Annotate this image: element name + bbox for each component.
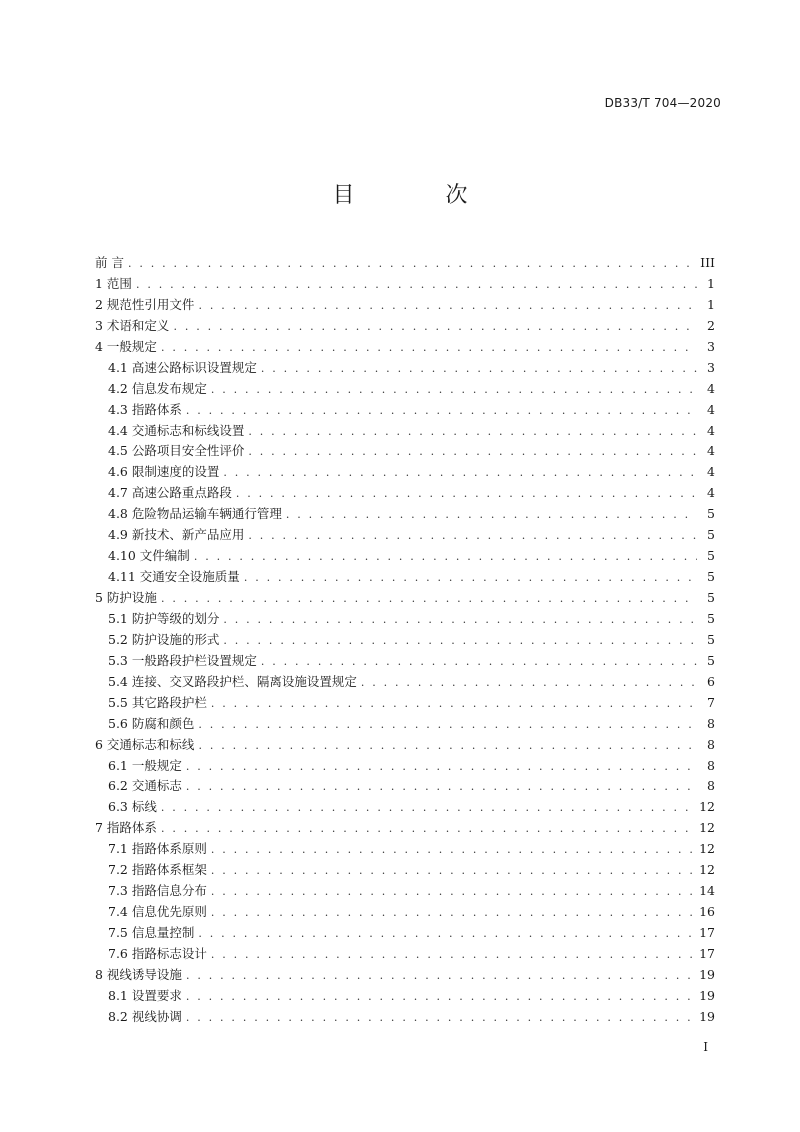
toc-entry-title: 7.3 指路信息分布 [108, 883, 207, 899]
toc-entry-title: 5.3 一般路段护栏设置规定 [108, 652, 257, 668]
toc-entry-page: 19 [699, 987, 715, 1003]
toc-entry-page: 4 [707, 422, 715, 438]
toc-entry-title: 8.2 视线协调 [108, 1008, 182, 1024]
toc-entry-title: 4.5 公路项目安全性评价 [108, 443, 245, 459]
toc-entry-page: 4 [707, 380, 715, 396]
toc-entry-page: 3 [707, 338, 715, 354]
toc-entry[interactable] [95, 776, 715, 797]
toc-entry[interactable] [95, 274, 715, 295]
toc-entry-page: 5 [707, 548, 715, 564]
toc-entry-title: 7.6 指路标志设计 [108, 945, 207, 961]
toc-entry-title: 7 指路体系 [95, 820, 157, 836]
toc-entry-page: 16 [699, 904, 715, 920]
toc-entry-title: 5 防护设施 [95, 590, 157, 605]
toc-dot-leader [186, 966, 695, 986]
toc-entry-title: 4.3 指路体系 [108, 401, 182, 417]
toc-dot-leader [161, 798, 695, 818]
toc-entry-page: 12 [699, 841, 715, 857]
toc-entry-title: 2 规范性引用文件 [95, 296, 195, 312]
toc-entry-page: 8 [707, 757, 715, 773]
toc-entry-page: 7 [707, 694, 715, 710]
toc-entry[interactable] [95, 316, 715, 337]
toc-entry[interactable] [95, 358, 715, 379]
toc-entry-page: 12 [699, 862, 715, 878]
toc-entry[interactable] [95, 421, 715, 442]
toc-entry[interactable] [95, 609, 715, 630]
toc-entry-title: 5.2 防护设施的形式 [108, 631, 220, 647]
toc-entry-title: 4.4 交通标志和标线设置 [108, 422, 245, 438]
toc-entry-page: 8 [707, 715, 715, 731]
toc-dot-leader [211, 882, 695, 902]
toc-dot-leader [223, 463, 697, 483]
toc-entry-page: 19 [699, 1008, 715, 1024]
toc-entry-title: 5.1 防护等级的划分 [108, 610, 220, 626]
toc-entry-title: 4.8 危险物品运输车辆通行管理 [108, 506, 282, 522]
toc-entry[interactable] [95, 337, 715, 358]
toc-entry-title: 6.2 交通标志 [108, 778, 182, 794]
toc-dot-leader [186, 401, 697, 421]
toc-dot-leader [198, 296, 697, 316]
toc-entry-title: 5.6 防腐和颜色 [108, 715, 195, 731]
toc-entry[interactable] [95, 714, 715, 735]
toc-entry-title: 3 术语和定义 [95, 317, 170, 333]
toc-entry[interactable] [95, 902, 715, 923]
toc-entry-title: 7.2 指路体系框架 [108, 862, 207, 878]
toc-entry[interactable] [95, 756, 715, 777]
toc-entry-title: 4.1 高速公路标识设置规定 [108, 359, 257, 375]
toc-entry-page: 2 [707, 317, 715, 333]
toc-entry-title: 5.5 其它路段护栏 [108, 694, 207, 710]
toc-entry-page: 5 [707, 506, 715, 522]
toc-entry-page: 1 [707, 296, 715, 312]
toc-dot-leader [211, 861, 695, 881]
toc-dot-leader [211, 694, 697, 714]
toc-entry[interactable] [95, 944, 715, 965]
toc-entry-page: 8 [707, 736, 715, 752]
toc-entry[interactable] [95, 253, 715, 274]
toc-entry-title: 6 交通标志和标线 [95, 736, 195, 752]
toc-entry[interactable] [95, 567, 715, 588]
toc-entry-title: 4.2 信息发布规定 [108, 380, 207, 396]
toc-entry-title: 7.1 指路体系原则 [108, 841, 207, 857]
toc-entry-title: 8.1 设置要求 [108, 987, 182, 1003]
toc-entry-page: 5 [707, 631, 715, 647]
toc-entry-title: 前 言 [95, 255, 124, 270]
toc-entry-page: 14 [699, 883, 715, 899]
toc-dot-leader [128, 254, 696, 274]
toc-entry-page: 12 [699, 799, 715, 815]
toc-entry[interactable] [95, 672, 715, 693]
page-title: 目 次 [332, 183, 510, 208]
toc-dot-leader [161, 819, 695, 839]
toc-dot-leader [248, 422, 697, 442]
toc-entry-page: 5 [707, 569, 715, 585]
toc-entry[interactable] [95, 379, 715, 400]
toc-entry-title: 5.4 连接、交叉路段护栏、隔离设施设置规定 [108, 673, 357, 689]
toc-dot-leader [236, 484, 697, 504]
toc-entry[interactable] [95, 504, 715, 525]
toc-entry[interactable] [95, 483, 715, 504]
toc-dot-leader [194, 547, 697, 567]
toc-entry[interactable] [95, 797, 715, 818]
toc-entry[interactable] [95, 965, 715, 986]
toc-entry-page: 17 [699, 945, 715, 961]
toc-entry[interactable] [95, 839, 715, 860]
toc-dot-leader [211, 840, 695, 860]
toc-entry-title: 7.4 信息优先原则 [108, 904, 207, 920]
document-code: DB33/T 704—2020 [604, 96, 721, 110]
toc-dot-leader [161, 589, 697, 609]
toc-entry[interactable] [95, 1007, 715, 1028]
toc-entry-page: 17 [699, 925, 715, 940]
toc-entry-title: 6.3 标线 [108, 799, 157, 815]
toc-entry-page: 5 [707, 590, 715, 605]
toc-entry[interactable] [95, 986, 715, 1007]
toc-entry-page: 6 [707, 673, 715, 689]
toc-dot-leader [173, 317, 697, 337]
toc-dot-leader [223, 631, 697, 651]
table-of-contents [95, 253, 715, 1028]
toc-dot-leader [361, 673, 697, 693]
toc-entry-page: 4 [707, 443, 715, 459]
toc-entry-page: 1 [707, 275, 715, 291]
toc-entry[interactable] [95, 735, 715, 756]
toc-entry-page: 4 [707, 401, 715, 417]
toc-entry-title: 4.11 交通安全设施质量 [108, 569, 240, 585]
toc-entry[interactable] [95, 860, 715, 881]
toc-dot-leader [211, 945, 695, 965]
toc-entry[interactable] [95, 588, 715, 609]
page-number: I [703, 1040, 708, 1054]
toc-dot-leader [261, 652, 697, 672]
toc-dot-leader [223, 610, 697, 630]
toc-entry-page: 8 [707, 778, 715, 794]
toc-dot-leader [244, 568, 697, 588]
toc-entry-title: 4.10 文件编制 [108, 548, 190, 564]
toc-entry[interactable] [95, 881, 715, 902]
toc-dot-leader [186, 987, 695, 1007]
toc-entry-title: 6.1 一般规定 [108, 757, 182, 773]
toc-entry-title: 7.5 信息量控制 [108, 925, 195, 940]
toc-entry[interactable] [95, 525, 715, 546]
toc-entry[interactable] [95, 441, 715, 462]
toc-dot-leader [161, 338, 697, 358]
toc-entry[interactable] [95, 462, 715, 483]
toc-dot-leader [211, 380, 697, 400]
toc-entry[interactable] [95, 693, 715, 714]
toc-dot-leader [186, 757, 697, 777]
toc-dot-leader [186, 1008, 695, 1028]
toc-dot-leader [136, 275, 697, 295]
toc-entry-title: 1 范围 [95, 275, 132, 291]
toc-entry[interactable] [95, 651, 715, 672]
toc-entry-page: 19 [699, 966, 715, 982]
toc-entry-title: 4.6 限制速度的设置 [108, 464, 220, 480]
toc-entry[interactable] [95, 400, 715, 421]
toc-dot-leader [186, 777, 697, 797]
toc-dot-leader [248, 442, 697, 462]
toc-dot-leader [198, 924, 695, 944]
toc-entry[interactable] [95, 295, 715, 316]
toc-dot-leader [211, 903, 695, 923]
toc-entry[interactable] [95, 923, 715, 944]
toc-dot-leader [198, 736, 697, 756]
toc-entry-title: 4 一般规定 [95, 338, 157, 354]
toc-entry[interactable] [95, 546, 715, 567]
toc-entry-page: 4 [707, 464, 715, 480]
toc-dot-leader [261, 359, 697, 379]
toc-entry-page: 12 [699, 820, 715, 836]
toc-entry[interactable] [95, 818, 715, 839]
toc-entry-page: 3 [707, 359, 715, 375]
toc-dot-leader [248, 526, 697, 546]
toc-entry[interactable] [95, 630, 715, 651]
toc-entry-title: 8 视线诱导设施 [95, 966, 182, 982]
toc-entry-title: 4.7 高速公路重点路段 [108, 485, 232, 501]
toc-dot-leader [198, 715, 697, 735]
toc-entry-page: 5 [707, 527, 715, 543]
toc-entry-page: 5 [707, 652, 715, 668]
toc-entry-page: 5 [707, 610, 715, 626]
toc-entry-page: 4 [707, 485, 715, 501]
toc-entry-title: 4.9 新技术、新产品应用 [108, 527, 245, 543]
toc-entry-page: III [700, 255, 715, 270]
toc-dot-leader [286, 505, 697, 525]
